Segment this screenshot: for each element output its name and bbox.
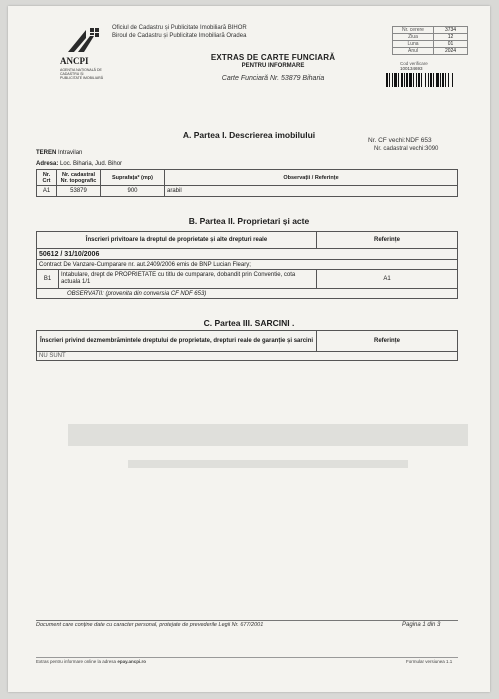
verification-code-label: Cod verificare bbox=[400, 61, 428, 66]
footer-divider bbox=[36, 620, 458, 621]
document-title: EXTRAS DE CARTE FUNCIARĂ bbox=[210, 53, 336, 62]
teren-value: Intravilan bbox=[58, 150, 83, 156]
sarcini-table bbox=[36, 330, 458, 361]
section-c-title: C. Partea III. SARCINI . bbox=[203, 318, 295, 328]
cell-nr: A1 bbox=[37, 186, 57, 197]
col-inscrieri: Înscrieri privind dezmembrămintele dreptului de proprietate, drepturi reale de garanție și sarcini bbox=[37, 331, 317, 352]
cell-inscriere: Intabulare, drept de PROPRIETATE cu titlu de cumparare, dobandit prin Conventie, cota actuala 1/1 bbox=[59, 270, 317, 289]
registry-row bbox=[393, 48, 468, 55]
cell-referinta: A1 bbox=[317, 270, 458, 289]
footer-source-site: epay.ancpi.ro bbox=[117, 659, 146, 664]
ancpi-logo bbox=[60, 26, 106, 84]
table-row bbox=[37, 270, 458, 289]
col-nr-cadastral: Nr. cadastral Nr. topografic bbox=[57, 170, 101, 186]
verification-code: 100134693 bbox=[400, 66, 423, 71]
section-a-title: A. Partea I. Descrierea imobilului bbox=[182, 130, 316, 140]
cadastral-vechi: Nr. cadastral vechi:3090 bbox=[374, 146, 439, 152]
table-row bbox=[37, 186, 458, 197]
adresa-line bbox=[36, 161, 122, 167]
table-header-row bbox=[37, 331, 458, 352]
imobil-table bbox=[36, 169, 458, 197]
col-observatii: Observații / Referințe bbox=[165, 170, 458, 186]
col-referinte: Referințe bbox=[317, 331, 458, 352]
table-row bbox=[37, 249, 458, 260]
office-line-2: Biroul de Cadastru și Publicitate Imobiliară Oradea bbox=[112, 33, 247, 39]
section-b-title: B. Partea II. Proprietari și acte bbox=[188, 216, 310, 226]
registry-label: Ziua bbox=[393, 34, 434, 41]
page-number: Pagina 1 din 3 bbox=[402, 622, 441, 628]
carte-funciara-line: Carte Funciară Nr. 53879 Biharia bbox=[221, 75, 325, 82]
table-row bbox=[37, 260, 458, 270]
proprietari-table bbox=[36, 231, 458, 299]
cf-vechi: Nr. CF vechi:NDF 653 bbox=[368, 137, 432, 144]
col-nr-crt: Nr. Crt bbox=[37, 170, 57, 186]
bleed-through-shadow bbox=[68, 416, 468, 486]
cell-cadastral: 53879 bbox=[57, 186, 101, 197]
teren-label: TEREN bbox=[36, 150, 57, 156]
office-line-1: Oficiul de Cadastru și Publicitate Imobiliară BIHOR bbox=[112, 25, 247, 31]
registry-label: Anul bbox=[393, 48, 434, 55]
adresa-label: Adresa: bbox=[36, 161, 59, 167]
table-header-row bbox=[37, 170, 458, 186]
cell-nr: B1 bbox=[37, 270, 59, 289]
registry-label: Luna bbox=[393, 41, 434, 48]
table-row bbox=[37, 352, 458, 361]
col-referinte: Referințe bbox=[317, 232, 458, 249]
logo-subtitle: AGENȚIA NAȚIONALĂ DE CADASTRU ȘI PUBLICITATE IMOBILIARĂ bbox=[60, 68, 104, 80]
table-row bbox=[37, 289, 458, 299]
registry-value: 3734 bbox=[434, 27, 468, 34]
form-version: Formular versiunea 1.1 bbox=[406, 659, 453, 664]
document-subtitle: PENTRU INFORMARE bbox=[241, 63, 305, 69]
logo-name: ANCPI bbox=[60, 56, 89, 66]
document-page bbox=[8, 6, 490, 692]
table-header-row bbox=[37, 232, 458, 249]
registry-label: Nr. cerere bbox=[393, 27, 434, 34]
registry-value: 12 bbox=[434, 34, 468, 41]
adresa-value: Loc. Biharia, Jud. Bihor bbox=[60, 161, 123, 167]
col-suprafata: Suprafața* (mp) bbox=[101, 170, 165, 186]
registry-row bbox=[393, 41, 468, 48]
document-title-block bbox=[188, 53, 358, 82]
footer-divider bbox=[36, 657, 458, 658]
footer-source bbox=[36, 659, 146, 664]
office-lines bbox=[112, 24, 247, 40]
registry-row bbox=[393, 34, 468, 41]
contract-line: Contract De Vanzare-Cumparare nr. aut.2409/2006 emis de BNP Lucian Fleary; bbox=[37, 260, 458, 270]
registry-value: 01 bbox=[434, 41, 468, 48]
footer-note: Document care conține date cu caracter personal, protejate de prevederile Legii Nr. 677/2001 bbox=[36, 622, 264, 628]
cell-empty: NU SUNT bbox=[37, 352, 458, 361]
observatii-line: OBSERVATII: (provenita din conversia CF NDF 653) bbox=[37, 289, 458, 299]
registry-table bbox=[392, 26, 468, 55]
entry-id: 50612 / 31/10/2006 bbox=[37, 249, 458, 260]
cell-observatii: arabil bbox=[165, 186, 458, 197]
cell-suprafata: 900 bbox=[101, 186, 165, 197]
footer-source-prefix: Extras pentru informare online la adresa bbox=[36, 659, 117, 664]
registry-value: 2024 bbox=[434, 48, 468, 55]
registry-row bbox=[393, 27, 468, 34]
barcode-icon bbox=[386, 73, 470, 87]
ancpi-emblem-icon bbox=[64, 26, 102, 56]
col-inscrieri: Înscrieri privitoare la dreptul de proprietate și alte drepturi reale bbox=[37, 232, 317, 249]
teren-line bbox=[36, 150, 82, 156]
